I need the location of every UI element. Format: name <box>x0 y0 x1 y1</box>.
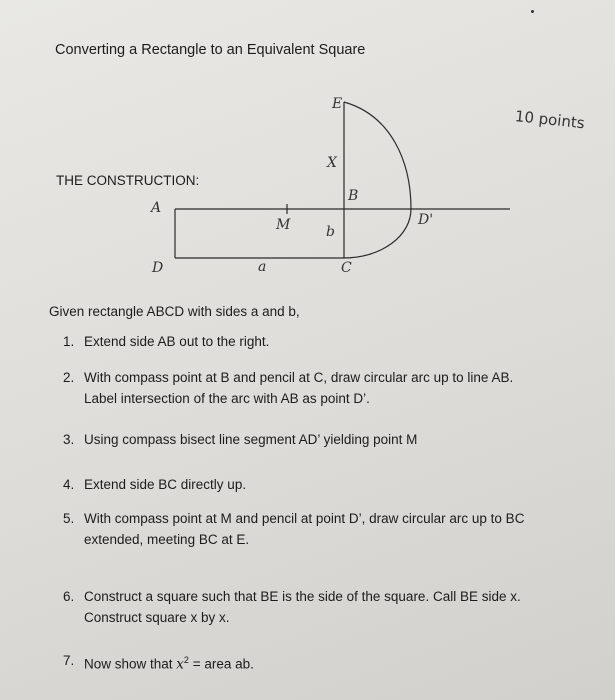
step-number: 5. <box>63 511 75 526</box>
step-number: 3. <box>63 432 75 447</box>
label-x-side: X <box>327 155 337 171</box>
label-m-point: M <box>276 217 291 233</box>
variable-x: x <box>176 656 184 673</box>
step-text: extended, meeting BC at E. <box>84 532 250 547</box>
step-number: 2. <box>63 370 75 385</box>
label-d-point: D <box>152 260 164 276</box>
label-b-point: B <box>348 188 359 204</box>
label-side-a: a <box>258 259 267 275</box>
step-text: Construct a square such that BE is the side of the square. Call BE side x. <box>84 589 521 604</box>
points-note: 10 points <box>514 107 586 133</box>
step-number: 7. <box>63 653 75 668</box>
step-number: 1. <box>63 334 75 349</box>
step-text: Label intersection of the arc with AB as point D’. <box>84 391 370 406</box>
step-text: Extend side AB out to the right. <box>84 334 270 349</box>
arc-c-to-dprime <box>344 209 411 258</box>
intro-text: Given rectangle ABCD with sides a and b, <box>49 304 300 319</box>
page-title: Converting a Rectangle to an Equivalent Square <box>55 42 366 58</box>
label-side-b: b <box>326 224 335 240</box>
step-text-suffix: = area ab. <box>188 656 254 672</box>
label-dprime-point: D' <box>418 212 434 228</box>
exponent: 2 <box>183 655 189 665</box>
step-number: 4. <box>63 477 75 492</box>
step-text-prefix: Now show that <box>84 656 177 672</box>
construction-label: THE CONSTRUCTION: <box>56 173 200 188</box>
step-text: With compass point at M and pencil at point D’, draw circular arc up to BC <box>84 511 525 526</box>
step-number: 6. <box>63 589 75 604</box>
step-text: Construct square x by x. <box>84 610 230 625</box>
label-e-point: E <box>332 96 343 112</box>
label-a-point: A <box>151 200 162 216</box>
step-text: Extend side BC directly up. <box>84 477 247 492</box>
step-text: With compass point at B and pencil at C, draw circular arc up to line AB. <box>84 370 514 385</box>
step-text: Using compass bisect line segment AD’ yielding point M <box>84 432 418 447</box>
label-c-point: C <box>341 260 352 276</box>
